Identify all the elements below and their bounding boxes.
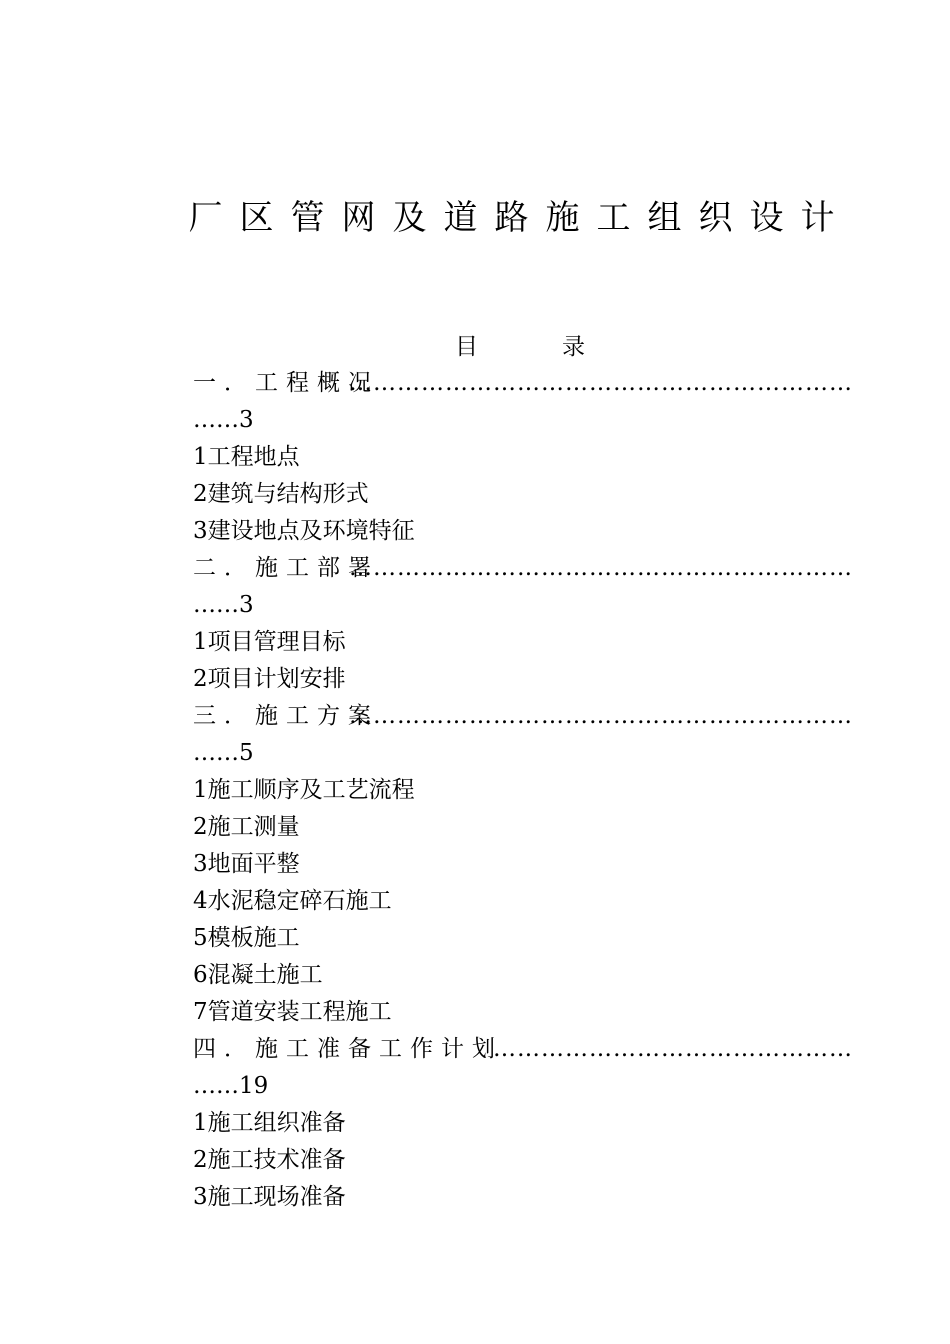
toc-page-number: ……19	[193, 1073, 269, 1099]
toc-item[interactable]: 1项目管理目标	[193, 629, 346, 655]
toc-item[interactable]: 2施工技术准备	[193, 1147, 346, 1173]
table-of-contents	[193, 365, 853, 1216]
toc-heading-left: 目	[455, 334, 478, 360]
toc-section-1[interactable]	[193, 365, 853, 402]
toc-item[interactable]: 6混凝土施工	[193, 962, 323, 988]
toc-heading-right: 录	[562, 334, 585, 360]
toc-item[interactable]: 3施工现场准备	[193, 1184, 346, 1210]
toc-item[interactable]: 1工程地点	[193, 444, 300, 470]
toc-section-title: 二．施工部署	[193, 555, 379, 581]
toc-item[interactable]: 3建设地点及环境特征	[193, 518, 415, 544]
toc-page-number: ……3	[193, 407, 254, 433]
toc-leader-dots: ………………………………………………………	[349, 555, 853, 581]
toc-section-2[interactable]	[193, 550, 853, 587]
toc-leader-dots: ………………………………………	[493, 1036, 853, 1062]
toc-page-number: ……3	[193, 592, 254, 618]
toc-item[interactable]: 7管道安装工程施工	[193, 999, 392, 1025]
toc-section-title: 四．施工准备工作计划	[193, 1036, 503, 1062]
toc-item[interactable]: 3地面平整	[193, 851, 300, 877]
toc-section-3[interactable]	[193, 698, 853, 735]
toc-leader-dots: ………………………………………………………	[349, 703, 853, 729]
toc-item[interactable]: 2项目计划安排	[193, 666, 346, 692]
toc-item[interactable]: 4水泥稳定碎石施工	[193, 888, 392, 914]
toc-leader-dots: ………………………………………………………	[349, 370, 853, 396]
document-title: 厂区管网及道路施工组织设计	[188, 198, 852, 238]
toc-page-number: ……5	[193, 740, 254, 766]
toc-section-title: 一．工程概况	[193, 370, 379, 396]
toc-heading	[455, 332, 585, 362]
toc-item[interactable]: 1施工顺序及工艺流程	[193, 777, 415, 803]
toc-item[interactable]: 1施工组织准备	[193, 1110, 346, 1136]
toc-section-title: 三．施工方案	[193, 703, 379, 729]
toc-item[interactable]: 5模板施工	[193, 925, 300, 951]
toc-section-4[interactable]	[193, 1031, 853, 1068]
toc-item[interactable]: 2建筑与结构形式	[193, 481, 369, 507]
toc-item[interactable]: 2施工测量	[193, 814, 300, 840]
